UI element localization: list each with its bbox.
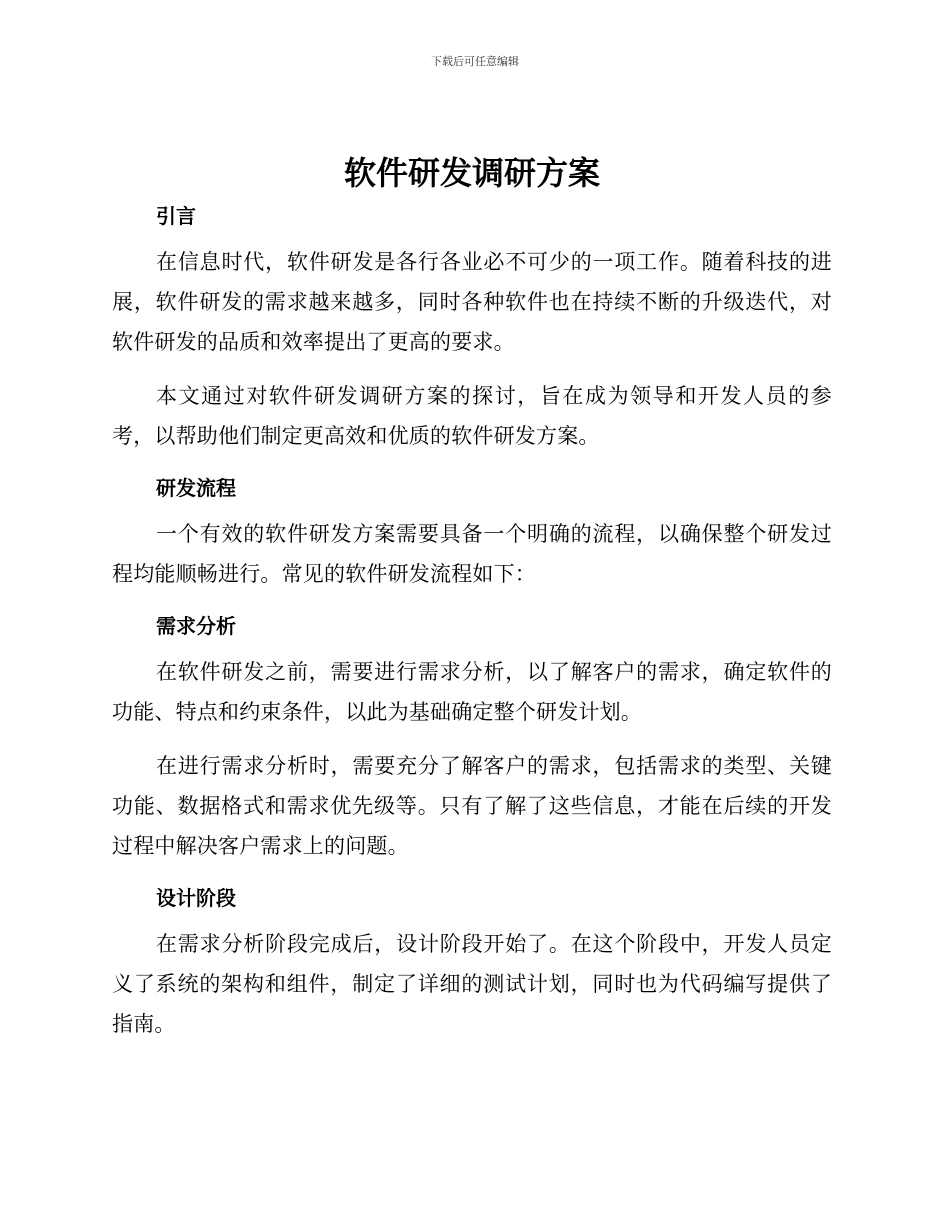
paragraph: 在进行需求分析时，需要充分了解客户的需求，包括需求的类型、关键功能、数据格式和需求优先级等。只有了解了这些信息，才能在后续的开发过程中解决客户需求上的问题。	[112, 754, 832, 858]
document-title: 软件研发调研方案	[343, 154, 600, 192]
section-heading-design: 设计阶段	[156, 886, 236, 910]
section-heading-process: 研发流程	[156, 476, 236, 500]
paragraph: 在信息时代，软件研发是各行各业必不可少的一项工作。随着科技的进展，软件研发的需求越来越多，同时各种软件也在持续不断的升级迭代，对软件研发的品质和效率提出了更高的要求。	[112, 250, 832, 354]
paragraph: 在需求分析阶段完成后，设计阶段开始了。在这个阶段中，开发人员定义了系统的架构和组件，制定了详细的测试计划，同时也为代码编写提供了指南。	[112, 932, 832, 1036]
section-heading-requirements: 需求分析	[156, 614, 236, 638]
document-body	[112, 148, 832, 1044]
header-note: 下载后可任意编辑	[431, 55, 519, 68]
paragraph: 一个有效的软件研发方案需要具备一个明确的流程，以确保整个研发过程均能顺畅进行。常见的软件研发流程如下：	[112, 522, 832, 586]
section-heading-intro: 引言	[156, 204, 196, 228]
paragraph: 本文通过对软件研发调研方案的探讨，旨在成为领导和开发人员的参考，以帮助他们制定更高效和优质的软件研发方案。	[112, 384, 832, 448]
paragraph: 在软件研发之前，需要进行需求分析，以了解客户的需求，确定软件的功能、特点和约束条件，以此为基础确定整个研发计划。	[112, 660, 832, 724]
